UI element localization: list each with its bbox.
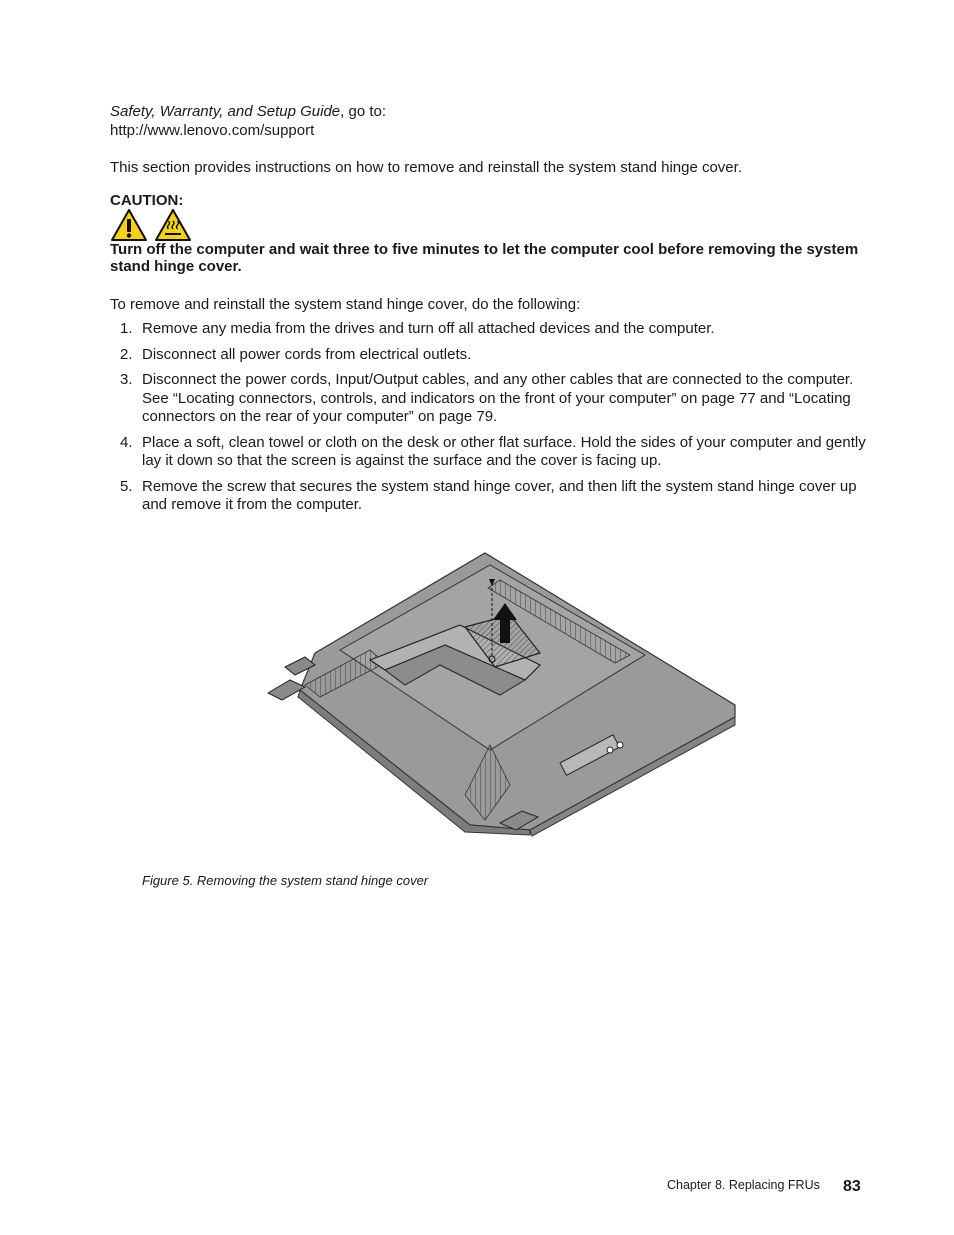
step-text: Remove the screw that secures the system stand hinge cover, and then lift the system stand hinge cover up and remove it from the computer.	[142, 477, 857, 513]
guide-reference	[110, 102, 386, 121]
step-number: 2.	[120, 345, 133, 363]
footer-chapter: Chapter 8. Replacing FRUs	[667, 1177, 820, 1192]
step-item	[110, 434, 866, 471]
hinge-cover-illustration	[260, 545, 740, 837]
step-text: Place a soft, clean towel or cloth on the desk or other flat surface. Hold the sides of your computer and gently lay it down so that the screen is against the surface and the cover is facing up.	[142, 433, 866, 469]
step-number: 5.	[120, 477, 133, 495]
page-number: 83	[843, 1178, 861, 1195]
hot-surface-icon	[155, 209, 191, 241]
support-url[interactable]: http://www.lenovo.com/support	[110, 122, 315, 139]
step-number: 1.	[120, 320, 133, 337]
step-item	[110, 320, 866, 339]
caution-text: Turn off the computer and wait three to five minutes to let the computer cool before removing the system stand hinge cover.	[110, 241, 859, 275]
step-item	[110, 346, 866, 365]
step-item	[110, 478, 866, 515]
step-text: Remove any media from the drives and turn off all attached devices and the computer.	[142, 320, 715, 337]
warning-triangle-icon	[111, 209, 147, 241]
step-number: 3.	[120, 371, 133, 388]
guide-suffix: , go to:	[340, 103, 387, 120]
section-description: This section provides instructions on how to remove and reinstall the system stand hinge cover.	[110, 159, 742, 176]
caution-icons	[111, 209, 191, 241]
guide-title: Safety, Warranty, and Setup Guide	[110, 103, 341, 120]
procedure-steps	[110, 320, 866, 522]
step-text: Disconnect all power cords from electrical outlets.	[142, 345, 472, 363]
figure-caption: Figure 5. Removing the system stand hinge cover	[142, 873, 429, 888]
caution-title: CAUTION:	[110, 192, 184, 209]
step-text: Disconnect the power cords, Input/Output cables, and any other cables that are connected to the computer. See “Locating connectors, controls, and indicators on the front of your computer” on page 77 and “Locating connectors on the rear of your computer” on page 79.	[142, 371, 854, 425]
procedure-intro: To remove and reinstall the system stand hinge cover, do the following:	[110, 296, 581, 313]
step-number: 4.	[120, 433, 133, 451]
step-item	[110, 371, 866, 427]
